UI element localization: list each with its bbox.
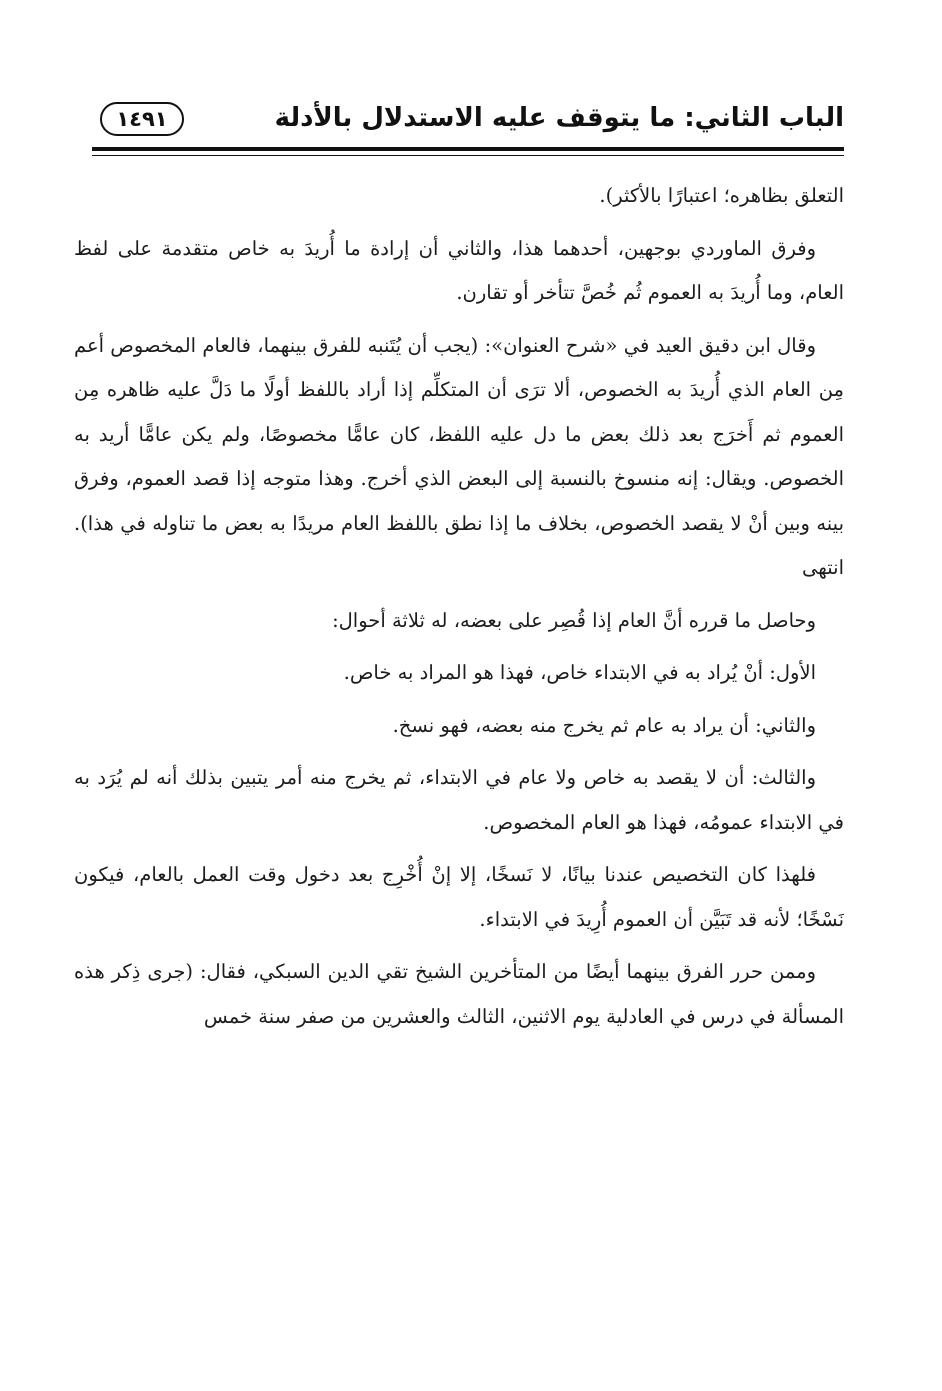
paragraph-subki: وممن حرر الفرق بينهما أيضًا من المتأخرين الشيخ تقي الدين السبكي، فقال: (جرى ذِكر هذه المسألة في درس في العادلية يوم الاثنين، الثالث والعشرين من صفر سنة خمس xyxy=(74,960,844,1028)
page-number: ١٤٩١ xyxy=(116,107,168,131)
page-header xyxy=(92,96,844,150)
page-number-frame xyxy=(100,102,184,136)
chapter-title: الباب الثاني: ما يتوقف عليه الاستدلال بالأدلة xyxy=(274,103,844,133)
paragraph-case-first: الأول: أنْ يُراد به في الابتداء خاص، فهذا هو المراد به خاص. xyxy=(343,661,816,684)
paragraph-case-third: والثالث: أن لا يقصد به خاص ولا عام في الابتداء، ثم يخرج منه أمر يتبين بذلك أنه لم يُرَد به في الابتداء عمومُه، فهذا هو العام المخصوص. xyxy=(74,766,844,834)
header-rule-thick xyxy=(92,147,844,151)
paragraph-mawardi: وفرق الماوردي بوجهين، أحدهما هذا، والثاني أن إرادة ما أُريدَ به خاص متقدمة على لفظ العام، وما أُريدَ به العموم ثُم خُصَّ تتأخر أو تقارن. xyxy=(74,236,844,304)
header-rule-thin xyxy=(92,155,844,156)
paragraph-continuation: التعلق بظاهره؛ اعتبارًا بالأكثر). xyxy=(599,184,844,207)
body-text xyxy=(74,174,844,1047)
paragraph-ibn-daqiq-al-eid-quote: وقال ابن دقيق العيد في «شرح العنوان»: (يجب أن يُتَنبه للفرق بينهما، فالعام المخصوص أعم مِن العام الذي أُريدَ به الخصوص، ألا ترَى أن المتكلِّم إذا أراد باللفظ أولًا ما دَلَّ عليه ظاهره مِن العموم ثم أَخرَج بعد ذلك بعض ما دل عليه اللفظ، كان عامًّا مخصوصًا، ولم يكن عامًّا أريد به الخصوص. ويقال: إنه منسوخ بالنسبة إلى البعض الذي أخرج. وهذا متوجه إذا قصد العموم، وفرق بينه وبين أنْ لا يقصد الخصوص، بخلاف ما إذا نطق باللفظ العام مريدًا به بعض ما تناوله في هذا). انتهى xyxy=(74,333,844,579)
paragraph-case-second: والثاني: أن يراد به عام ثم يخرج منه بعضه، فهو نسخ. xyxy=(392,713,816,737)
paragraph-three-cases-intro: وحاصل ما قرره أنَّ العام إذا قُصِر على بعضه، له ثلاثة أحوال: xyxy=(332,608,816,632)
paragraph-specification-conclusion: فلهذا كان التخصيص عندنا بيانًا، لا نَسخًا، إلا إنْ أُخْرِج بعد دخول وقت العمل بالعام، فيكون نَسْخًا؛ لأنه قد تَبَيَّن أن العموم أُرِيدَ في الابتداء. xyxy=(74,863,844,931)
